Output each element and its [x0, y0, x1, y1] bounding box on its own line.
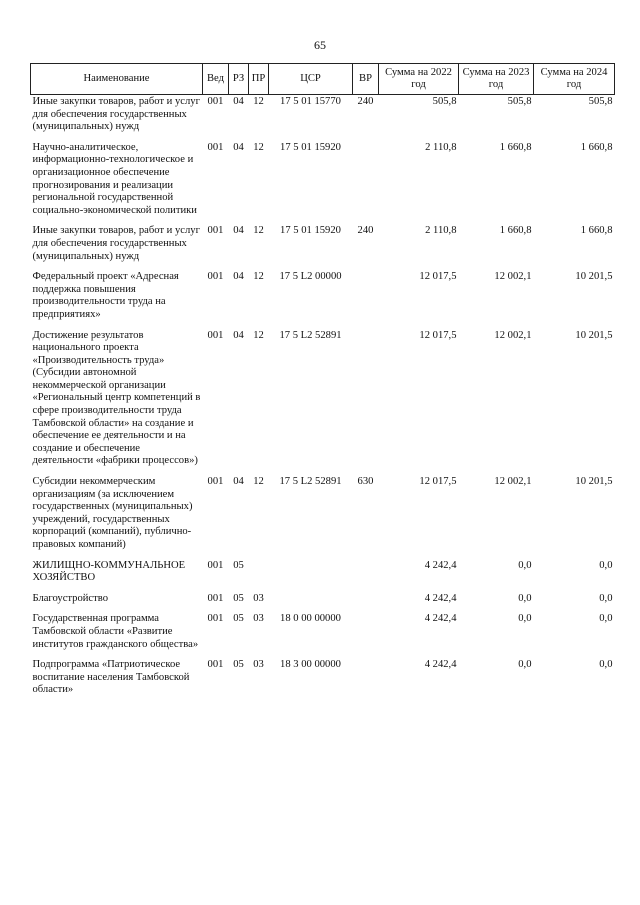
table-row [31, 658, 615, 697]
row-sum-2024: 505,8 [588, 96, 613, 107]
row-ved: 001 [207, 141, 224, 153]
row-vr [353, 592, 379, 613]
row-sum-2023: 1 660,8 [499, 225, 532, 237]
row-name: Субсидии некоммерческим организациям (за исключением государственных (муниципальных) учреждений, государственных корпораций (компаний), публично-правовых компаний) [32, 476, 193, 550]
page-number [0, 38, 640, 53]
row-sum-2023: 0,0 [518, 559, 532, 571]
row-csr: 17 5 01 15770 [280, 96, 341, 107]
row-rz: 04 [233, 271, 244, 283]
row-vr: 240 [357, 96, 374, 107]
row-sum-2023: 12 002,1 [494, 271, 532, 283]
row-sum-2024: 1 660,8 [580, 141, 613, 153]
row-vr [353, 612, 379, 658]
row-pr: 12 [253, 271, 264, 283]
row-pr: 03 [253, 592, 264, 604]
header-sum-2022: Сумма на 2022 год [379, 64, 459, 95]
row-sum-2022: 12 017,5 [419, 476, 457, 488]
row-vr [353, 141, 379, 225]
table-body [31, 95, 615, 697]
row-rz: 04 [233, 96, 244, 107]
row-pr: 12 [253, 225, 264, 237]
row-sum-2024: 1 660,8 [580, 225, 613, 237]
table-row [31, 475, 615, 559]
row-sum-2024: 10 201,5 [575, 271, 613, 283]
table-row [31, 141, 615, 225]
row-csr: 18 0 00 00000 [280, 613, 341, 625]
row-sum-2024: 10 201,5 [575, 329, 613, 341]
header-sum-2023: Сумма на 2023 год [459, 64, 534, 95]
row-vr [353, 270, 379, 328]
row-rz: 05 [233, 559, 244, 571]
row-ved: 001 [207, 559, 224, 571]
row-sum-2023: 0,0 [518, 592, 532, 604]
row-name: ЖИЛИЩНО-КОММУНАЛЬНОЕ ХОЗЯЙСТВО [32, 559, 186, 584]
table-row [31, 612, 615, 658]
row-ved: 001 [207, 592, 224, 604]
row-csr: 17 5 L2 52891 [279, 476, 342, 488]
row-name: Иные закупки товаров, работ и услуг для обеспечения государственных (муниципальных) нужд [32, 225, 200, 262]
row-sum-2024: 0,0 [599, 559, 613, 571]
row-sum-2022: 505,8 [432, 96, 457, 107]
row-csr: 17 5 L2 00000 [279, 271, 342, 283]
row-name: Благоустройство [32, 592, 108, 604]
row-sum-2023: 505,8 [507, 96, 532, 107]
row-name: Иные закупки товаров, работ и услуг для обеспечения государственных (муниципальных) нужд [32, 96, 200, 133]
row-sum-2022: 4 242,4 [424, 559, 457, 571]
row-sum-2022: 2 110,8 [425, 225, 457, 237]
row-pr: 12 [253, 476, 264, 488]
row-name: Научно-аналитическое, информационно-технологическое и организационное обеспечение прогнозирования и реализации региональной государственной социально-экономической политики [32, 141, 197, 216]
row-ved: 001 [207, 613, 224, 625]
row-ved: 001 [207, 271, 224, 283]
row-csr: 17 5 01 15920 [280, 141, 341, 153]
row-sum-2022: 2 110,8 [425, 141, 457, 153]
table-row [31, 329, 615, 476]
row-rz: 04 [233, 476, 244, 488]
row-ved: 001 [207, 225, 224, 237]
row-pr [249, 559, 269, 592]
row-sum-2023: 0,0 [518, 659, 532, 671]
header-ved: Вед [203, 64, 229, 95]
row-sum-2024: 0,0 [599, 613, 613, 625]
row-csr: 18 3 00 00000 [280, 659, 341, 671]
row-sum-2023: 12 002,1 [494, 329, 532, 341]
budget-table [30, 63, 615, 697]
row-csr: 17 5 L2 52891 [279, 329, 342, 341]
row-vr: 630 [357, 476, 374, 488]
header-rz: РЗ [229, 64, 249, 95]
table-row [31, 95, 615, 141]
row-sum-2024: 10 201,5 [575, 476, 613, 488]
row-rz: 05 [233, 613, 244, 625]
row-pr: 03 [253, 613, 264, 625]
row-csr [269, 559, 353, 592]
row-sum-2024: 0,0 [599, 592, 613, 604]
table-header [31, 64, 615, 95]
row-sum-2023: 1 660,8 [499, 141, 532, 153]
header-name: Наименование [31, 64, 203, 95]
row-vr: 240 [357, 225, 374, 237]
header-sum-2024: Сумма на 2024 год [534, 64, 615, 95]
table-row [31, 224, 615, 270]
row-rz: 04 [233, 225, 244, 237]
table-row [31, 270, 615, 328]
row-ved: 001 [207, 329, 224, 341]
header-pr: ПР [249, 64, 269, 95]
row-rz: 04 [233, 329, 244, 341]
row-sum-2022: 12 017,5 [419, 271, 457, 283]
row-sum-2022: 4 242,4 [424, 592, 457, 604]
row-vr [353, 559, 379, 592]
table-row [31, 559, 615, 592]
row-pr: 12 [253, 96, 264, 107]
row-name: Государственная программа Тамбовской области «Развитие институтов гражданского общества» [32, 613, 199, 650]
row-sum-2023: 0,0 [518, 613, 532, 625]
row-name: Достижение результатов национального проекта «Производительность труда» (Субсидии автономной некоммерческой организации «Региональный центр компетенций в сфере производительности труда Тамбовской области» на создание и обеспечение ее деятельности и на создание и обеспечение деятельности «фабрики процессов») [32, 329, 201, 467]
row-rz: 04 [233, 141, 244, 153]
row-csr [269, 592, 353, 613]
page-number-text: 65 [314, 38, 326, 52]
row-rz: 05 [233, 592, 244, 604]
row-sum-2024: 0,0 [599, 659, 613, 671]
row-name: Подпрограмма «Патриотическое воспитание населения Тамбовской области» [32, 659, 190, 696]
row-sum-2022: 4 242,4 [424, 659, 457, 671]
row-vr [353, 329, 379, 476]
row-ved: 001 [207, 96, 224, 107]
row-name: Федеральный проект «Адресная поддержка повышения производительности труда на предприятиях» [32, 271, 179, 320]
row-pr: 03 [253, 659, 264, 671]
row-vr [353, 658, 379, 697]
header-csr: ЦСР [269, 64, 353, 95]
row-rz: 05 [233, 659, 244, 671]
row-sum-2023: 12 002,1 [494, 476, 532, 488]
row-sum-2022: 4 242,4 [424, 613, 457, 625]
table-row [31, 592, 615, 613]
row-ved: 001 [207, 476, 224, 488]
row-pr: 12 [253, 141, 264, 153]
header-vr: ВР [353, 64, 379, 95]
row-csr: 17 5 01 15920 [280, 225, 341, 237]
row-pr: 12 [253, 329, 264, 341]
row-sum-2022: 12 017,5 [419, 329, 457, 341]
row-ved: 001 [207, 659, 224, 671]
